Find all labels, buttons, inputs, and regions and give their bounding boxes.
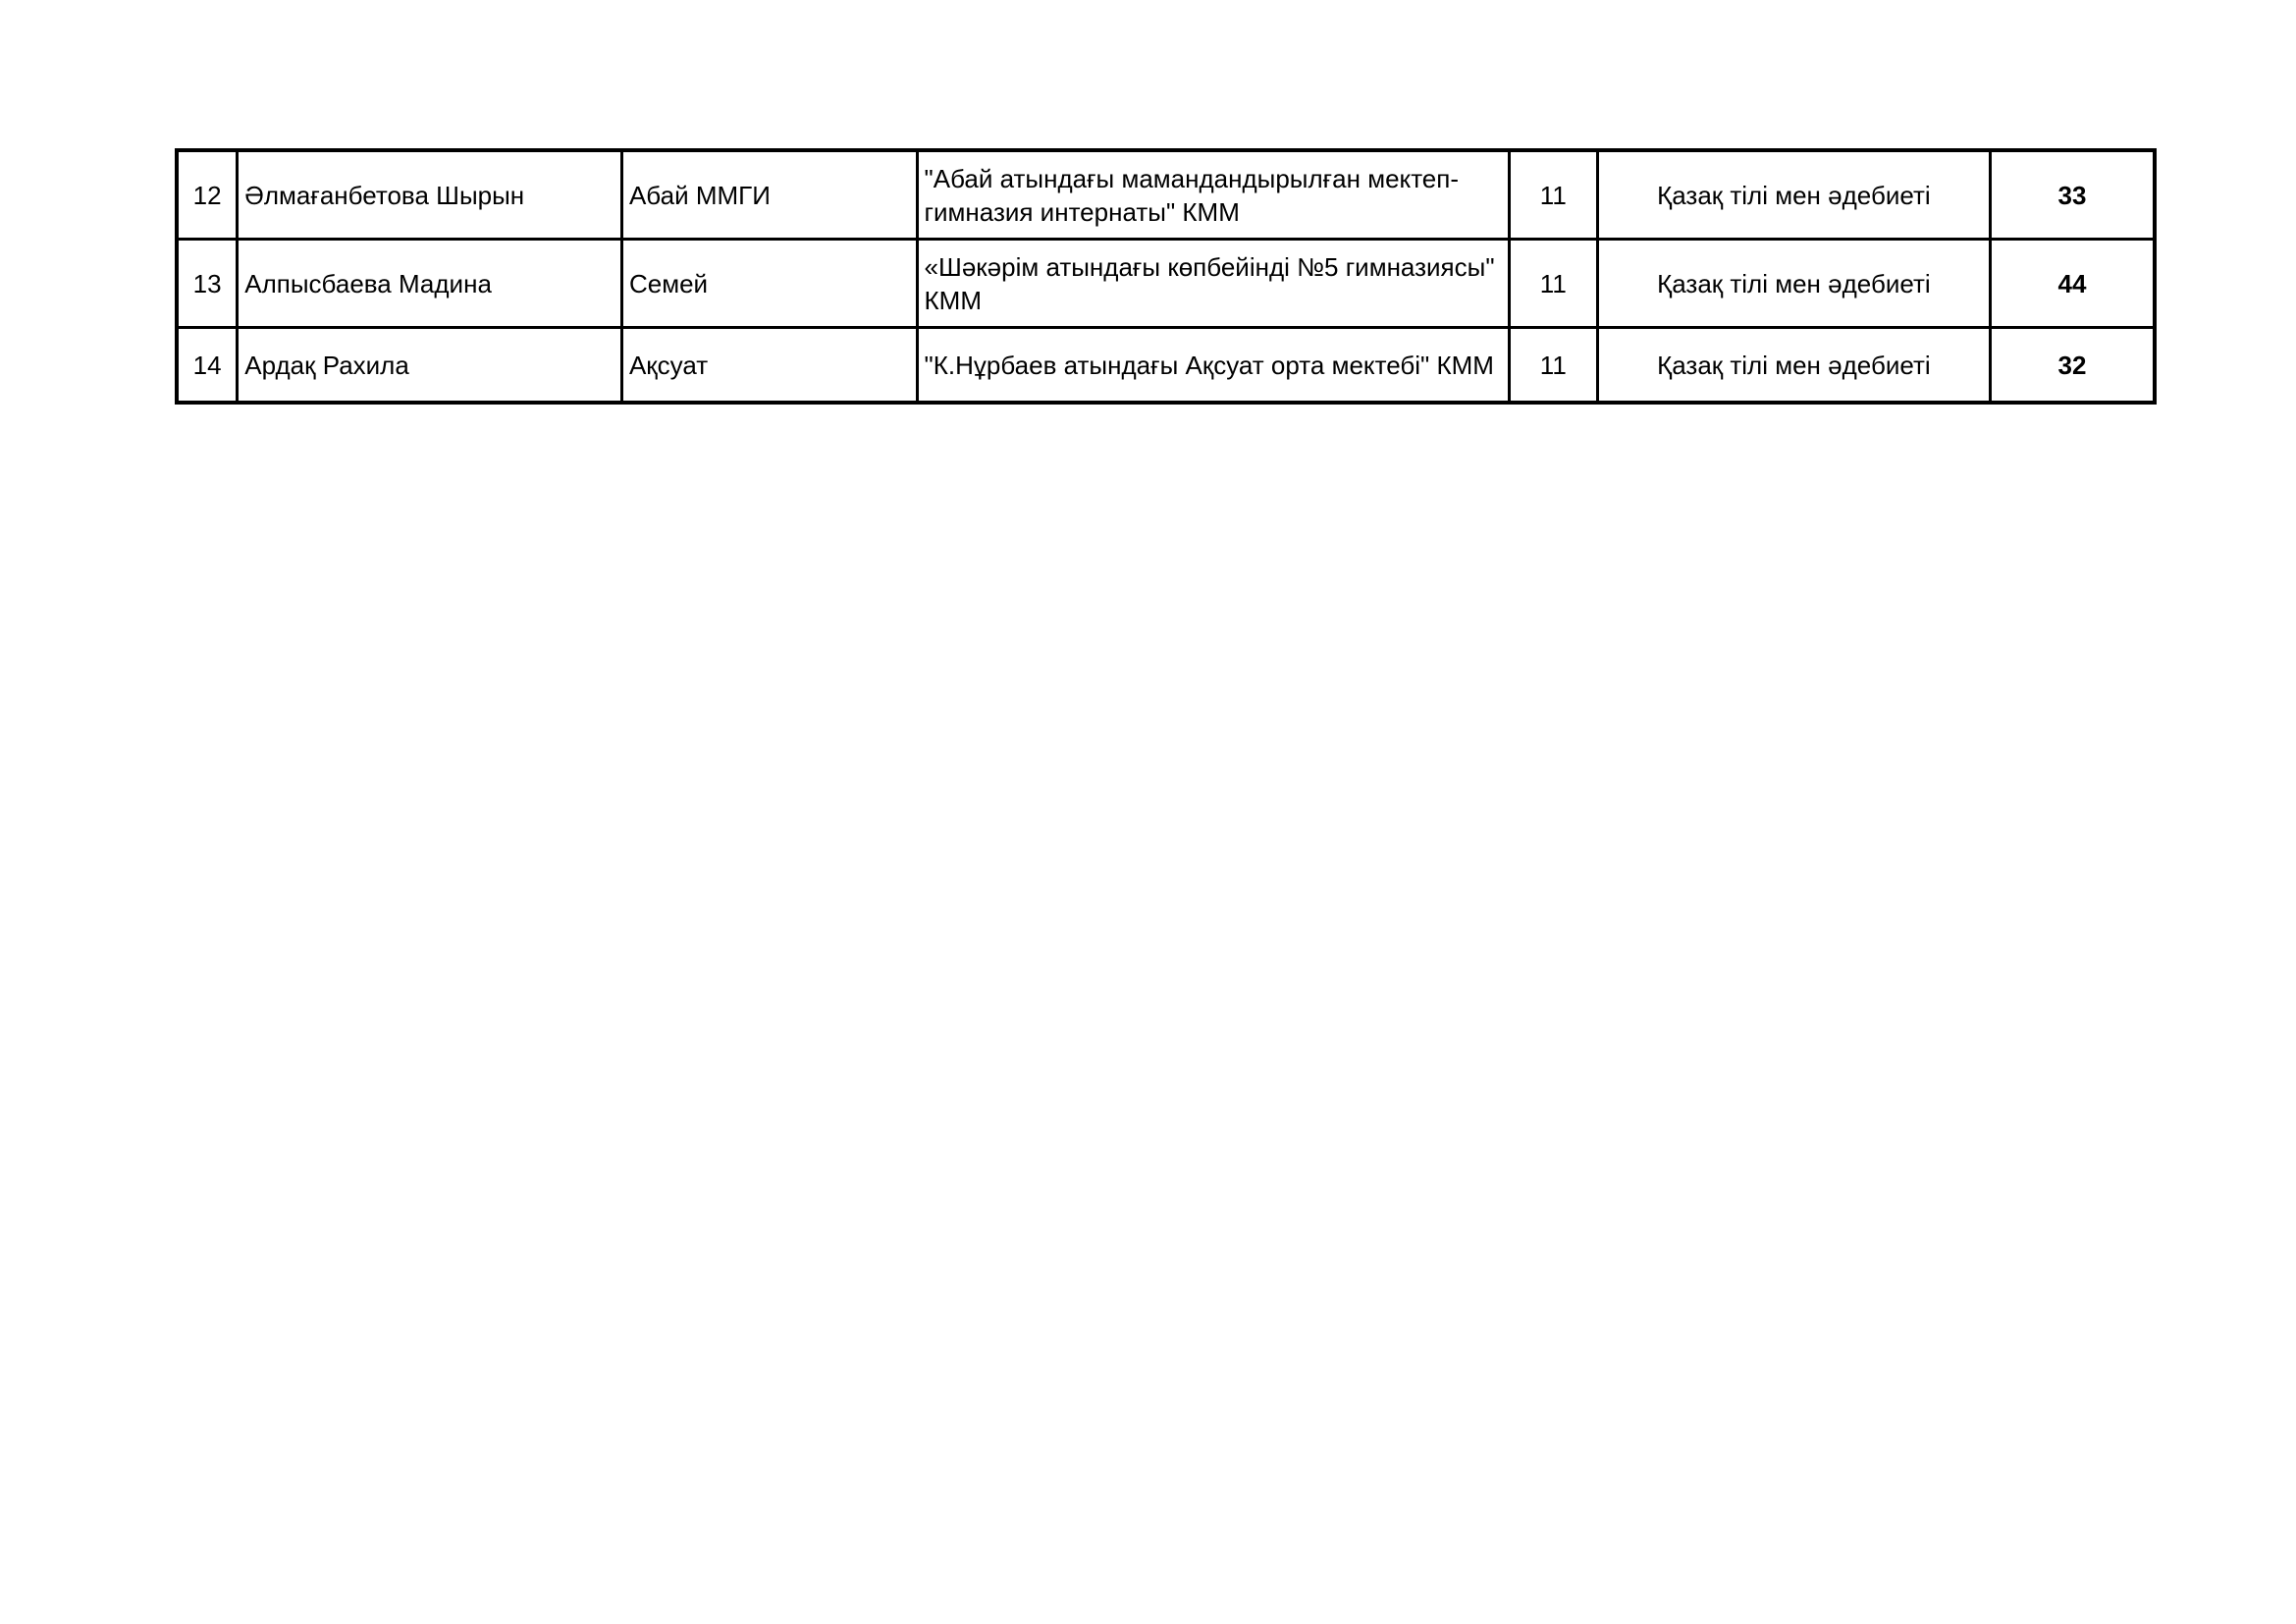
school-name: "К.Нұрбаев атындағы Ақсуат орта мектебі" КММ: [917, 328, 1509, 404]
grade: 11: [1509, 240, 1597, 328]
subject: Қазақ тілі мен әдебиеті: [1597, 328, 1990, 404]
region: Абай ММГИ: [621, 150, 917, 240]
school-name: «Шәкәрім атындағы көпбейінді №5 гимназиясы" КММ: [917, 240, 1509, 328]
school-name: "Абай атындағы мамандандырылған мектеп-гимназия интернаты" КММ: [917, 150, 1509, 240]
subject: Қазақ тілі мен әдебиеті: [1597, 240, 1990, 328]
region: Семей: [621, 240, 917, 328]
table-row: [177, 150, 2155, 240]
grade: 11: [1509, 328, 1597, 404]
score: 33: [1990, 150, 2155, 240]
score: 44: [1990, 240, 2155, 328]
table-row: [177, 240, 2155, 328]
row-number: 14: [177, 328, 238, 404]
row-number: 12: [177, 150, 238, 240]
student-name: Ардақ Рахила: [238, 328, 622, 404]
score: 32: [1990, 328, 2155, 404]
subject: Қазақ тілі мен әдебиеті: [1597, 150, 1990, 240]
results-table: [175, 148, 2157, 405]
region: Ақсуат: [621, 328, 917, 404]
row-number: 13: [177, 240, 238, 328]
student-name: Әлмағанбетова Шырын: [238, 150, 622, 240]
grade: 11: [1509, 150, 1597, 240]
student-name: Алпысбаева Мадина: [238, 240, 622, 328]
table-row: [177, 328, 2155, 404]
